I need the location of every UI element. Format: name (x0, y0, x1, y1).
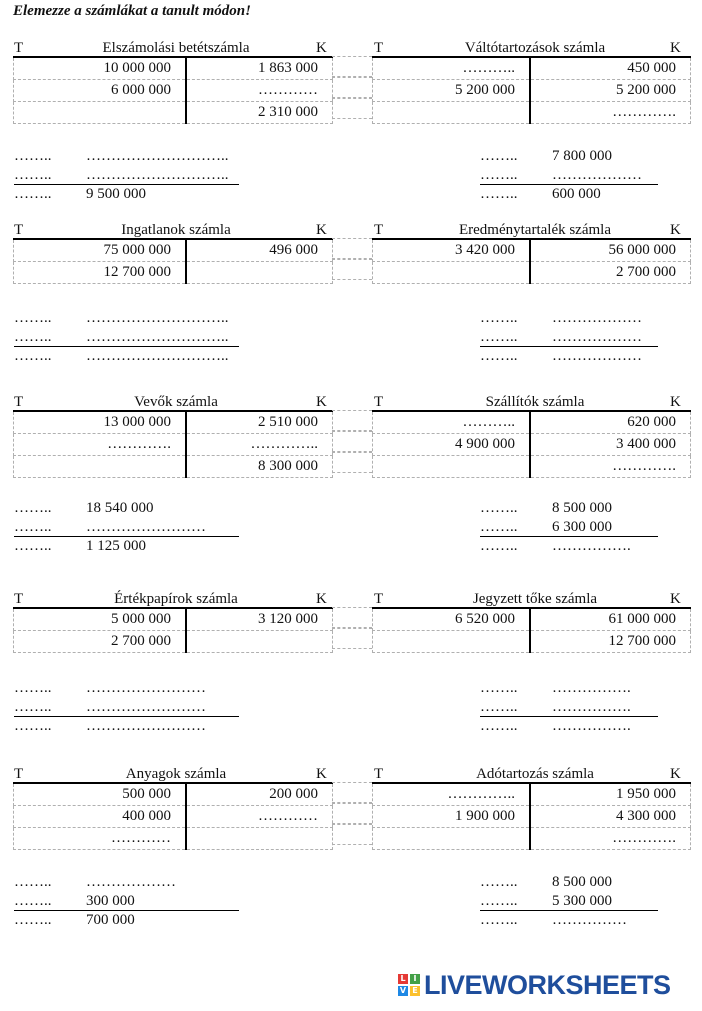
calc-value: 600 000 (552, 186, 601, 202)
account-name: Szállítók számla (485, 394, 585, 410)
credit-cell[interactable]: ………… (186, 806, 333, 828)
credit-cell: 1 950 000 (530, 783, 691, 806)
left-t-account-table (13, 782, 333, 850)
debit-cell: 13 000 000 (14, 411, 187, 434)
t-account-row (14, 456, 333, 478)
calc-dots[interactable]: …….. (14, 167, 52, 183)
calc-row (0, 329, 702, 348)
t-account-row (373, 411, 691, 434)
debit-cell[interactable]: ………….. (373, 783, 531, 806)
account-name: Ingatlanok számla (121, 222, 231, 238)
credit-cell: 450 000 (530, 57, 691, 80)
calc-value: 7 800 000 (552, 148, 612, 164)
debit-cell: 5 200 000 (373, 80, 531, 102)
gap-cell (332, 607, 372, 628)
calc-dots[interactable]: …….. (480, 519, 518, 535)
debit-cell: 1 900 000 (373, 806, 531, 828)
t-account-row (14, 102, 333, 124)
calc-row (0, 912, 702, 931)
debit-cell: 6 520 000 (373, 608, 531, 631)
calc-blank[interactable]: ……………… (552, 348, 642, 364)
calc-dots[interactable]: …….. (14, 500, 52, 516)
calc-value: 6 300 000 (552, 519, 612, 535)
right-t-account-table (372, 238, 691, 284)
right-calculation (0, 500, 702, 557)
calc-row (0, 519, 702, 538)
calc-row (0, 310, 702, 329)
t-account-row (14, 828, 333, 850)
table-gap (332, 56, 372, 119)
gap-cell (332, 238, 372, 259)
calc-dots[interactable]: …….. (480, 912, 518, 928)
credit-cell (186, 828, 333, 850)
credit-cell: 4 300 000 (530, 806, 691, 828)
credit-cell: 2 700 000 (530, 262, 691, 284)
calc-blank[interactable]: ……………………….. (86, 348, 229, 364)
calc-dots[interactable]: …….. (14, 893, 52, 909)
calc-row (0, 167, 702, 186)
credit-cell: 5 200 000 (530, 80, 691, 102)
calc-blank[interactable]: …………………… (86, 680, 206, 696)
left-t-account-table (13, 410, 333, 478)
credit-cell (186, 262, 333, 284)
credit-cell[interactable]: …………. (530, 828, 691, 850)
credit-cell: 3 400 000 (530, 434, 691, 456)
debit-label: T (374, 766, 384, 782)
left-t-account-table (13, 238, 333, 284)
right-calculation (0, 310, 702, 367)
calc-dots[interactable]: …….. (14, 680, 52, 696)
debit-label: T (14, 40, 24, 56)
logo-text: LIVEWORKSHEETS (424, 969, 671, 1000)
calc-dots[interactable]: …….. (14, 912, 52, 928)
calc-underline (480, 536, 658, 537)
left-t-account-table (13, 607, 333, 653)
calc-underline (480, 716, 658, 717)
calc-dots[interactable]: …….. (480, 874, 518, 890)
gap-cell (332, 56, 372, 77)
calc-row (0, 148, 702, 167)
debit-cell: 75 000 000 (14, 239, 187, 262)
logo-letter: E (410, 986, 420, 996)
right-t-account-table (372, 56, 691, 124)
gap-cell (332, 77, 372, 98)
calc-dots[interactable]: …….. (14, 186, 52, 202)
calc-blank[interactable]: ……………. (552, 538, 631, 554)
calc-row (0, 718, 702, 737)
calc-row (0, 500, 702, 519)
credit-label: K (670, 222, 681, 238)
credit-label: K (670, 766, 681, 782)
calc-row (0, 893, 702, 912)
page-title: Elemezze a számlákat a tanult módon! (13, 3, 251, 19)
table-gap (332, 607, 372, 649)
t-account-row (373, 783, 691, 806)
credit-label: K (670, 394, 681, 410)
debit-cell: 2 700 000 (14, 631, 187, 653)
t-account-row (14, 434, 333, 456)
credit-cell: 496 000 (186, 239, 333, 262)
logo-letter: V (399, 986, 407, 995)
right-t-account-table (372, 782, 691, 850)
debit-cell: 5 000 000 (14, 608, 187, 631)
debit-cell[interactable]: …………. (14, 434, 187, 456)
logo-mark (398, 974, 420, 996)
calc-row (0, 680, 702, 699)
calc-underline (480, 184, 658, 185)
right-calculation (0, 680, 702, 737)
calc-dots[interactable]: …….. (480, 538, 518, 554)
calc-dots[interactable]: …….. (480, 186, 518, 202)
gap-cell (332, 628, 372, 649)
debit-cell (373, 456, 531, 478)
calc-dots[interactable]: …….. (14, 148, 52, 164)
debit-cell (373, 631, 531, 653)
credit-cell: 61 000 000 (530, 608, 691, 631)
table-gap (332, 410, 372, 473)
calc-blank[interactable]: …………… (552, 912, 627, 928)
calc-dots[interactable]: …….. (480, 329, 518, 345)
credit-cell[interactable]: ………… (186, 80, 333, 102)
calc-dots[interactable]: …….. (14, 348, 52, 364)
account-name: Jegyzett tőke számla (472, 591, 598, 607)
calc-dots[interactable]: …….. (14, 310, 52, 326)
credit-cell: 2 310 000 (186, 102, 333, 124)
debit-label: T (374, 222, 384, 238)
t-account-row (373, 102, 691, 124)
credit-cell: 1 863 000 (186, 57, 333, 80)
calc-dots[interactable]: …….. (14, 329, 52, 345)
debit-cell[interactable]: ………… (14, 828, 187, 850)
calc-blank[interactable]: ……………. (552, 699, 631, 715)
calc-dots[interactable]: …….. (480, 500, 518, 516)
debit-cell: 10 000 000 (14, 57, 187, 80)
account-name: Anyagok számla (125, 766, 227, 782)
logo-letter: I (410, 974, 420, 984)
t-account-row (373, 434, 691, 456)
gap-cell (332, 431, 372, 452)
calc-row (0, 186, 702, 205)
credit-label: K (316, 40, 327, 56)
gap-cell (332, 803, 372, 824)
calc-value: 8 500 000 (552, 500, 612, 516)
calc-value: 700 000 (86, 912, 135, 928)
credit-cell (186, 631, 333, 653)
calc-blank[interactable]: ……………. (552, 680, 631, 696)
t-account-row (14, 80, 333, 102)
debit-cell (373, 102, 531, 124)
gap-cell (332, 410, 372, 431)
right-calculation (0, 148, 702, 205)
debit-cell: 500 000 (14, 783, 187, 806)
calc-dots[interactable]: …….. (480, 348, 518, 364)
credit-cell[interactable]: ………….. (186, 434, 333, 456)
account-name: Elszámolási betétszámla (102, 40, 250, 56)
calc-blank[interactable]: ……………………….. (86, 148, 229, 164)
debit-cell: 6 000 000 (14, 80, 187, 102)
calc-underline (480, 346, 658, 347)
left-t-account-table (13, 56, 333, 124)
debit-label: T (14, 394, 24, 410)
credit-label: K (316, 222, 327, 238)
calc-underline (480, 910, 658, 911)
gap-cell (332, 782, 372, 803)
t-account-row (373, 456, 691, 478)
calc-blank[interactable]: ……………… (552, 167, 642, 183)
gap-cell (332, 452, 372, 473)
account-name: Eredménytartalék számla (458, 222, 611, 238)
credit-cell: 2 510 000 (186, 411, 333, 434)
calc-value: 9 500 000 (86, 186, 146, 202)
debit-cell (373, 262, 531, 284)
calc-value: 300 000 (86, 893, 135, 909)
credit-cell: 200 000 (186, 783, 333, 806)
calc-blank[interactable]: ……………… (552, 329, 642, 345)
t-account-row (14, 411, 333, 434)
debit-cell: 4 900 000 (373, 434, 531, 456)
t-account-row (373, 631, 691, 653)
gap-cell (332, 98, 372, 119)
debit-label: T (14, 766, 24, 782)
calc-dots[interactable]: …….. (480, 718, 518, 734)
debit-cell[interactable]: ……….. (373, 57, 531, 80)
t-account-row (373, 80, 691, 102)
credit-label: K (316, 766, 327, 782)
credit-cell: 56 000 000 (530, 239, 691, 262)
credit-cell: 3 120 000 (186, 608, 333, 631)
credit-cell: 12 700 000 (530, 631, 691, 653)
calc-dots[interactable]: …….. (14, 538, 52, 554)
t-account-row (373, 239, 691, 262)
debit-label: T (374, 40, 384, 56)
gap-cell (332, 824, 372, 845)
debit-label: T (374, 394, 384, 410)
calc-row (0, 874, 702, 893)
table-gap (332, 782, 372, 845)
t-account-row (14, 262, 333, 284)
t-account-row (14, 631, 333, 653)
account-name: Vevők számla (134, 394, 218, 410)
t-account-row (14, 57, 333, 80)
right-t-account-table (372, 410, 691, 478)
debit-cell (14, 456, 187, 478)
debit-cell[interactable]: ……….. (373, 411, 531, 434)
gap-cell (332, 259, 372, 280)
calc-dots[interactable]: …….. (14, 699, 52, 715)
liveworksheets-logo (398, 968, 671, 1002)
calc-blank[interactable]: ……………. (552, 718, 631, 734)
calc-dots[interactable]: …….. (14, 874, 52, 890)
calc-row (0, 348, 702, 367)
t-account-row (373, 608, 691, 631)
calc-blank[interactable]: ……………… (86, 874, 176, 890)
debit-label: T (14, 222, 24, 238)
calc-blank[interactable]: ……………………….. (86, 329, 229, 345)
calc-blank[interactable]: ……………………….. (86, 310, 229, 326)
calc-value: 1 125 000 (86, 538, 146, 554)
credit-label: K (670, 40, 681, 56)
account-name: Adótartozás számla (476, 766, 594, 782)
calc-dots[interactable]: …….. (14, 718, 52, 734)
debit-cell: 3 420 000 (373, 239, 531, 262)
account-name: Értékpapírok számla (114, 591, 238, 607)
calc-dots[interactable]: …….. (480, 699, 518, 715)
calc-blank[interactable]: ……………………….. (86, 167, 229, 183)
credit-cell[interactable]: …………. (530, 456, 691, 478)
account-name: Váltótartozások számla (464, 40, 606, 56)
calc-blank[interactable]: …………………… (86, 519, 206, 535)
t-account-row (14, 608, 333, 631)
calc-blank[interactable]: …………………… (86, 718, 206, 734)
t-account-row (373, 828, 691, 850)
calc-dots[interactable]: …….. (480, 148, 518, 164)
right-calculation (0, 874, 702, 931)
calc-value: 5 300 000 (552, 893, 612, 909)
credit-label: K (316, 591, 327, 607)
t-account-row (373, 262, 691, 284)
calc-dots[interactable]: …….. (480, 310, 518, 326)
debit-cell: 400 000 (14, 806, 187, 828)
debit-cell (373, 828, 531, 850)
calc-blank[interactable]: …………………… (86, 699, 206, 715)
calc-row (0, 699, 702, 718)
t-account-row (14, 806, 333, 828)
debit-cell: 12 700 000 (14, 262, 187, 284)
calc-row (0, 538, 702, 557)
calc-value: 18 540 000 (86, 500, 154, 516)
calc-dots[interactable]: …….. (480, 167, 518, 183)
table-gap (332, 238, 372, 280)
credit-label: K (670, 591, 681, 607)
t-account-row (14, 239, 333, 262)
credit-cell[interactable]: …………. (530, 102, 691, 124)
logo-letter: L (398, 974, 408, 984)
calc-dots[interactable]: …….. (14, 519, 52, 535)
credit-cell: 620 000 (530, 411, 691, 434)
calc-dots[interactable]: …….. (480, 680, 518, 696)
calc-dots[interactable]: …….. (480, 893, 518, 909)
right-t-account-table (372, 607, 691, 653)
credit-cell: 8 300 000 (186, 456, 333, 478)
calc-blank[interactable]: ……………… (552, 310, 642, 326)
t-account-row (373, 57, 691, 80)
calc-value: 8 500 000 (552, 874, 612, 890)
debit-label: T (374, 591, 384, 607)
t-account-row (14, 783, 333, 806)
debit-cell (14, 102, 187, 124)
t-account-row (373, 806, 691, 828)
credit-label: K (316, 394, 327, 410)
debit-label: T (14, 591, 24, 607)
